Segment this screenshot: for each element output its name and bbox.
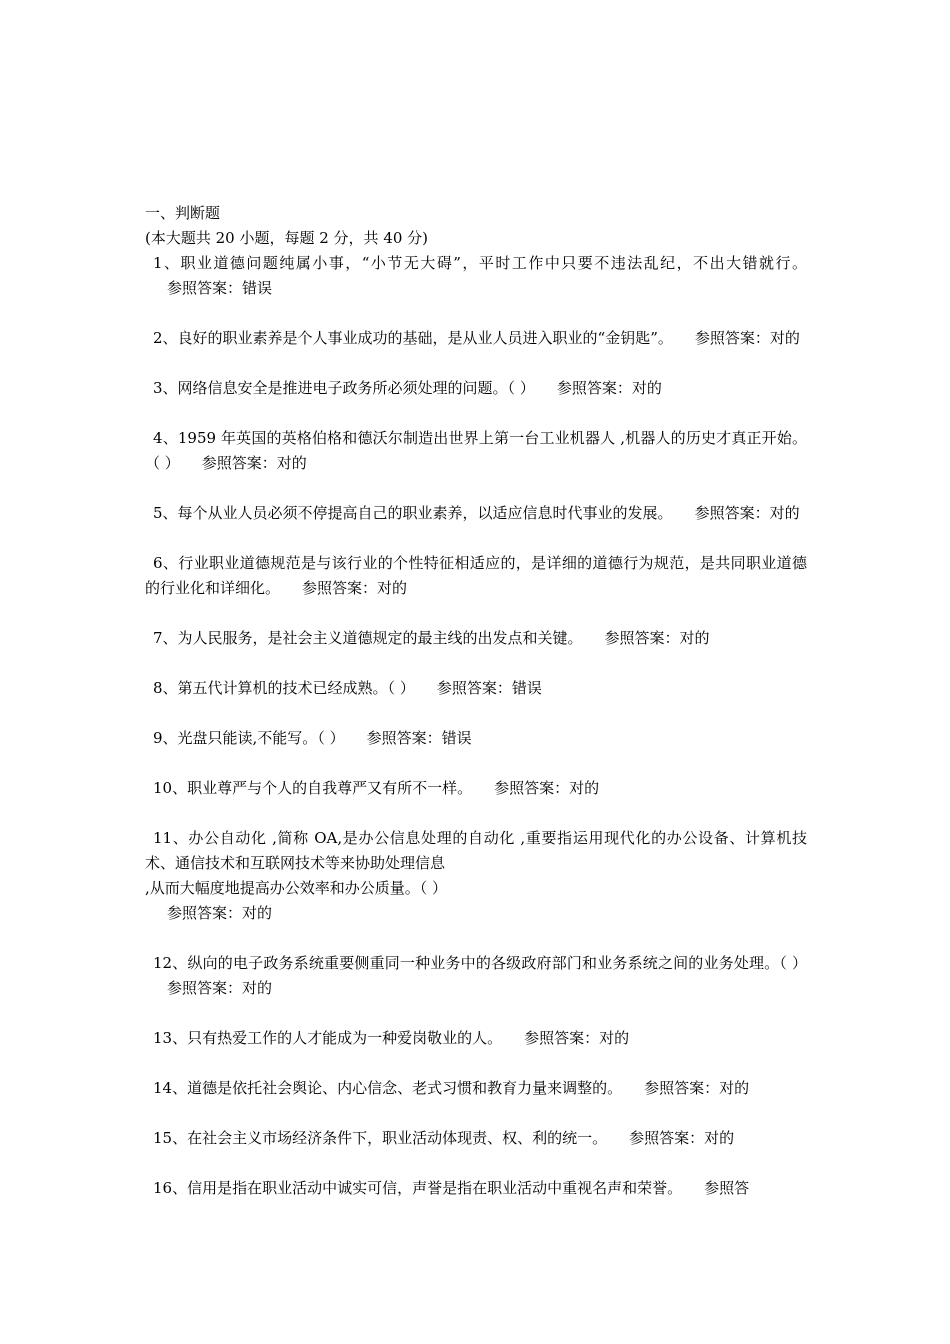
question-text: 16、信用是指在职业活动中诚实可信，声誉是指在职业活动中重视名声和荣誉。 — [153, 1179, 683, 1197]
question-text: 8、第五代计算机的技术已经成熟。（ ） — [153, 679, 415, 697]
question-item — [145, 726, 807, 751]
question-item — [145, 551, 807, 601]
question-list — [145, 251, 807, 1201]
question-text: 11、办公自动化 ,简称 OA,是办公信息处理的自动化 ,重要指运用现代化的办公设备、计算机技术、通信技术和互联网技术等来协助处理信息 — [145, 829, 807, 872]
question-item — [145, 951, 807, 1001]
answer-text: 参照答案：对的 — [201, 454, 307, 472]
question-item — [145, 776, 807, 801]
answer-text: 参照答案：对的 — [694, 504, 800, 522]
question-item — [145, 826, 807, 926]
question-item — [145, 1076, 807, 1101]
section-note: (本大题共 20 小题，每题 2 分，共 40 分) — [145, 229, 429, 247]
question-text-continued: ,从而大幅度地提高办公效率和办公质量。（ ） — [145, 879, 448, 897]
question-text: 6、行业职业道德规范是与该行业的个性特征相适应的，是详细的道德行为规范，是共同职业道德的行业化和详细化。 — [145, 554, 807, 597]
answer-text: 参照答案：对的 — [167, 979, 273, 997]
question-text: 3、网络信息安全是推进电子政务所必须处理的问题。（ ） — [153, 379, 535, 397]
question-item — [145, 426, 807, 476]
answer-text: 参照答案：对的 — [644, 1079, 750, 1097]
answer-text: 参照答案：对的 — [302, 579, 408, 597]
question-text: 7、为人民服务，是社会主义道德规定的最主线的出发点和关键。 — [153, 629, 583, 647]
question-text: 4、1959 年英国的英格伯格和德沃尔制造出世界上第一台工业机器人 ,机器人的历史才真正开始。（ ） — [145, 429, 807, 472]
question-item — [145, 1026, 807, 1051]
question-text: 1、职业道德问题纯属小事，“小节无大碍”，平时工作中只要不违法乱纪，不出大错就行。 — [153, 254, 807, 272]
question-item — [145, 626, 807, 651]
question-text: 5、每个从业人员必须不停提高自己的职业素养，以适应信息时代事业的发展。 — [153, 504, 673, 522]
question-text: 12、纵向的电子政务系统重要侧重同一种业务中的各级政府部门和业务系统之间的业务处理。（ ） — [153, 954, 807, 972]
question-item — [145, 326, 807, 351]
question-text: 15、在社会主义市场经济条件下，职业活动体现责、权、利的统一。 — [153, 1129, 608, 1147]
answer-text: 参照答案：对的 — [694, 329, 800, 347]
answer-text: 参照答案：对的 — [629, 1129, 735, 1147]
answer-text: 参照答案：对的 — [524, 1029, 630, 1047]
answer-text: 参照答案：错误 — [436, 679, 542, 697]
question-text: 13、只有热爱工作的人才能成为一种爱岗敬业的人。 — [153, 1029, 503, 1047]
question-item — [145, 376, 807, 401]
question-text: 2、良好的职业素养是个人事业成功的基础，是从业人员进入职业的“金钥匙”。 — [153, 329, 673, 347]
answer-text: 参照答案：对的 — [556, 379, 662, 397]
section-title: 一、判断题 — [145, 204, 221, 222]
question-text: 10、职业尊严与个人的自我尊严又有所不一样。 — [153, 779, 473, 797]
question-text: 14、道德是依托社会舆论、内心信念、老式习惯和教育力量来调整的。 — [153, 1079, 623, 1097]
question-item — [145, 251, 807, 301]
document-page — [145, 201, 807, 1226]
answer-text: 参照答案：对的 — [494, 779, 600, 797]
question-item — [145, 1176, 807, 1201]
answer-text: 参照答案：错误 — [366, 729, 472, 747]
question-item — [145, 501, 807, 526]
question-text: 9、光盘只能读,不能写。（ ） — [153, 729, 345, 747]
question-item — [145, 676, 807, 701]
answer-text: 参照答 — [704, 1179, 750, 1197]
answer-text: 参照答案：对的 — [604, 629, 710, 647]
answer-text: 参照答案：对的 — [167, 904, 273, 922]
question-item — [145, 1126, 807, 1151]
answer-text: 参照答案：错误 — [167, 279, 273, 297]
